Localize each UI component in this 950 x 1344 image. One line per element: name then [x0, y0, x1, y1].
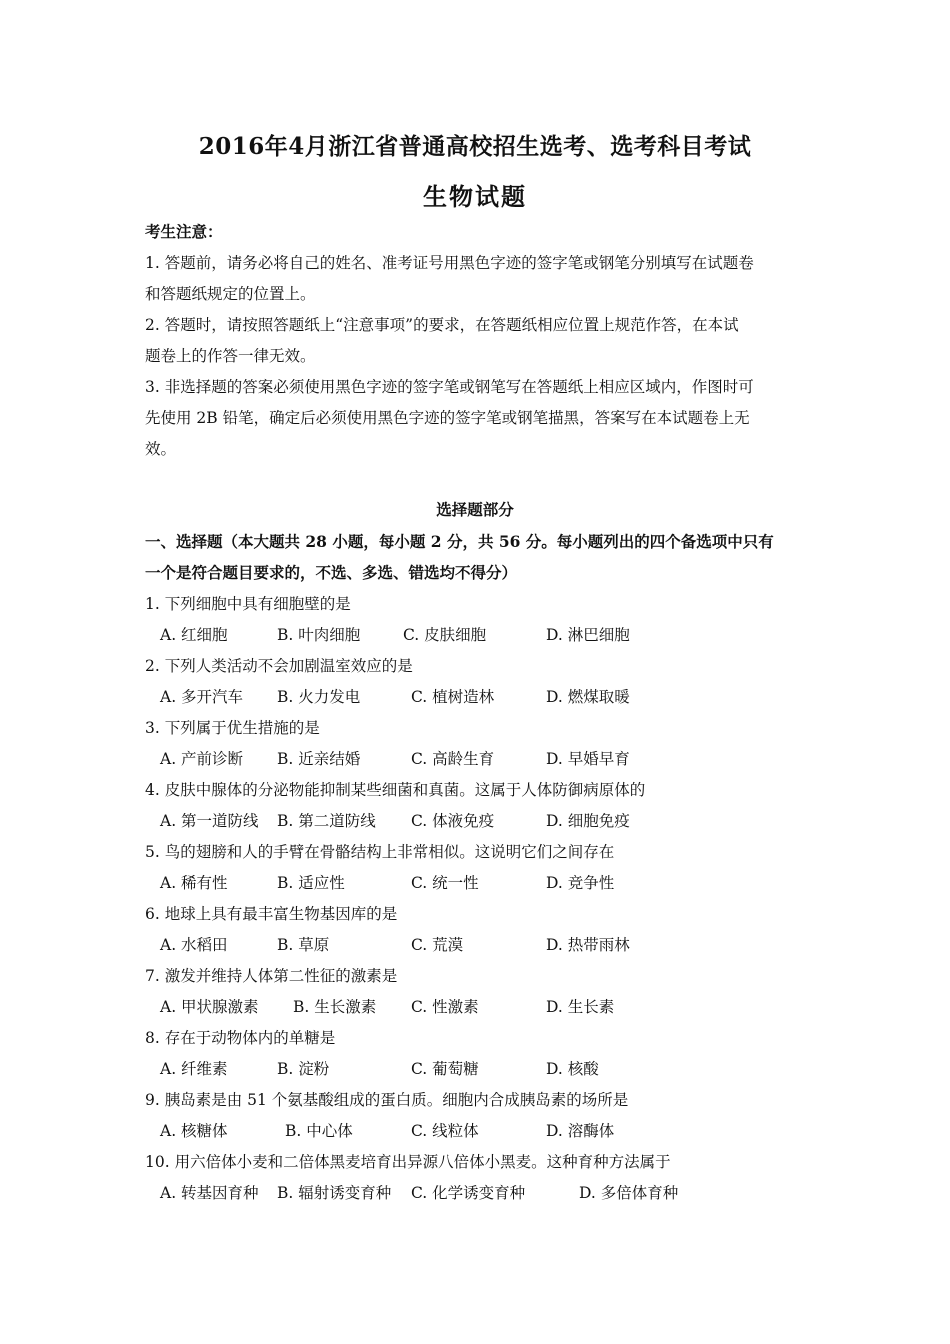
- option-d: D. 淋巴细胞: [546, 626, 630, 644]
- section-instruction: 一个是符合题目要求的，不选、多选、错选均不得分）: [145, 563, 518, 582]
- notice-line: 先使用 2B 铅笔，确定后必须使用黑色字迹的签字笔或钢笔描黑，答案写在本试题卷上无: [145, 409, 750, 427]
- question-stem: 8. 存在于动物体内的单糖是: [145, 1029, 336, 1047]
- option-c: C. 高龄生育: [411, 750, 495, 768]
- question-options: [160, 1121, 860, 1141]
- option-c: C. 体液免疫: [411, 812, 495, 830]
- notice-line: 和答题纸规定的位置上。: [145, 285, 316, 303]
- option-c: C. 葡萄糖: [411, 1060, 479, 1078]
- question-stem: 6. 地球上具有最丰富生物基因库的是: [145, 905, 398, 923]
- option-b: B. 辐射诱变育种: [277, 1184, 392, 1202]
- question-stem: 2. 下列人类活动不会加剧温室效应的是: [145, 657, 413, 675]
- question-options: [160, 873, 860, 893]
- option-d: D. 核酸: [546, 1060, 599, 1078]
- option-c: C. 化学诱变育种: [411, 1184, 526, 1202]
- option-a: A. 第一道防线: [160, 812, 259, 830]
- question-options: [160, 749, 860, 769]
- question-stem: 3. 下列属于优生措施的是: [145, 719, 320, 737]
- option-b: B. 草原: [277, 936, 330, 954]
- option-a: A. 红细胞: [160, 626, 228, 644]
- question-stem: 4. 皮肤中腺体的分泌物能抑制某些细菌和真菌。这属于人体防御病原体的: [145, 781, 646, 799]
- option-a: A. 转基因育种: [160, 1184, 259, 1202]
- option-c: C. 荒漠: [411, 936, 464, 954]
- option-c: C. 线粒体: [411, 1122, 479, 1140]
- option-b: B. 第二道防线: [277, 812, 376, 830]
- option-a: A. 多开汽车: [160, 688, 244, 706]
- option-a: A. 纤维素: [160, 1060, 228, 1078]
- question-options: [160, 1183, 860, 1203]
- option-d: D. 竞争性: [546, 874, 615, 892]
- option-a: A. 核糖体: [160, 1122, 228, 1140]
- notice-heading: 考生注意：: [145, 222, 223, 241]
- option-d: D. 热带雨林: [546, 936, 630, 954]
- option-b: B. 淀粉: [277, 1060, 330, 1078]
- question-options: [160, 687, 860, 707]
- question-options: [160, 1059, 860, 1079]
- section-instruction: 一、选择题（本大题共 28 小题，每小题 2 分，共 56 分。每小题列出的四个备选项中只有: [145, 532, 774, 551]
- question-stem: 10. 用六倍体小麦和二倍体黑麦培育出异源八倍体小黑麦。这种育种方法属于: [145, 1153, 671, 1171]
- option-d: D. 早婚早育: [546, 750, 630, 768]
- question-stem: 9. 胰岛素是由 51 个氨基酸组成的蛋白质。细胞内合成胰岛素的场所是: [145, 1091, 629, 1109]
- notice-line: 1. 答题前，请务必将自己的姓名、准考证号用黑色字迹的签字笔或钢笔分别填写在试题卷: [145, 254, 754, 272]
- option-d: D. 燃煤取暖: [546, 688, 630, 706]
- option-c: C. 性激素: [411, 998, 479, 1016]
- option-a: A. 稀有性: [160, 874, 228, 892]
- notice-line: 效。: [145, 440, 177, 458]
- option-b: B. 叶肉细胞: [277, 626, 361, 644]
- option-a: A. 水稻田: [160, 936, 228, 954]
- question-options: [160, 997, 860, 1017]
- question-options: [160, 811, 860, 831]
- option-b: B. 生长激素: [293, 998, 377, 1016]
- option-d: D. 细胞免疫: [546, 812, 630, 830]
- question-stem: 5. 鸟的翅膀和人的手臂在骨骼结构上非常相似。这说明它们之间存在: [145, 843, 615, 861]
- option-d: D. 溶酶体: [546, 1122, 615, 1140]
- notice-line: 题卷上的作答一律无效。: [145, 347, 316, 365]
- question-stem: 1. 下列细胞中具有细胞壁的是: [145, 595, 351, 613]
- question-options: [160, 935, 860, 955]
- notice-line: 3. 非选择题的答案必须使用黑色字迹的签字笔或钢笔写在答题纸上相应区域内，作图时可: [145, 378, 754, 396]
- option-c: C. 皮肤细胞: [403, 626, 487, 644]
- option-d: D. 多倍体育种: [579, 1184, 679, 1202]
- question-options: [160, 625, 860, 645]
- option-d: D. 生长素: [546, 998, 615, 1016]
- option-b: B. 火力发电: [277, 688, 361, 706]
- option-a: A. 甲状腺激素: [160, 998, 259, 1016]
- option-c: C. 统一性: [411, 874, 479, 892]
- exam-title: 2016年4月浙江省普通高校招生选考、选考科目考试: [198, 133, 752, 160]
- option-b: B. 近亲结婚: [277, 750, 361, 768]
- question-stem: 7. 激发并维持人体第二性征的激素是: [145, 967, 398, 985]
- option-c: C. 植树造林: [411, 688, 495, 706]
- exam-subtitle: 生物试题: [423, 182, 527, 211]
- option-a: A. 产前诊断: [160, 750, 244, 768]
- section-heading: 选择题部分: [436, 500, 514, 519]
- notice-line: 2. 答题时，请按照答题纸上“注意事项”的要求，在答题纸相应位置上规范作答，在本试: [145, 316, 739, 334]
- option-b: B. 适应性: [277, 874, 345, 892]
- option-b: B. 中心体: [285, 1122, 353, 1140]
